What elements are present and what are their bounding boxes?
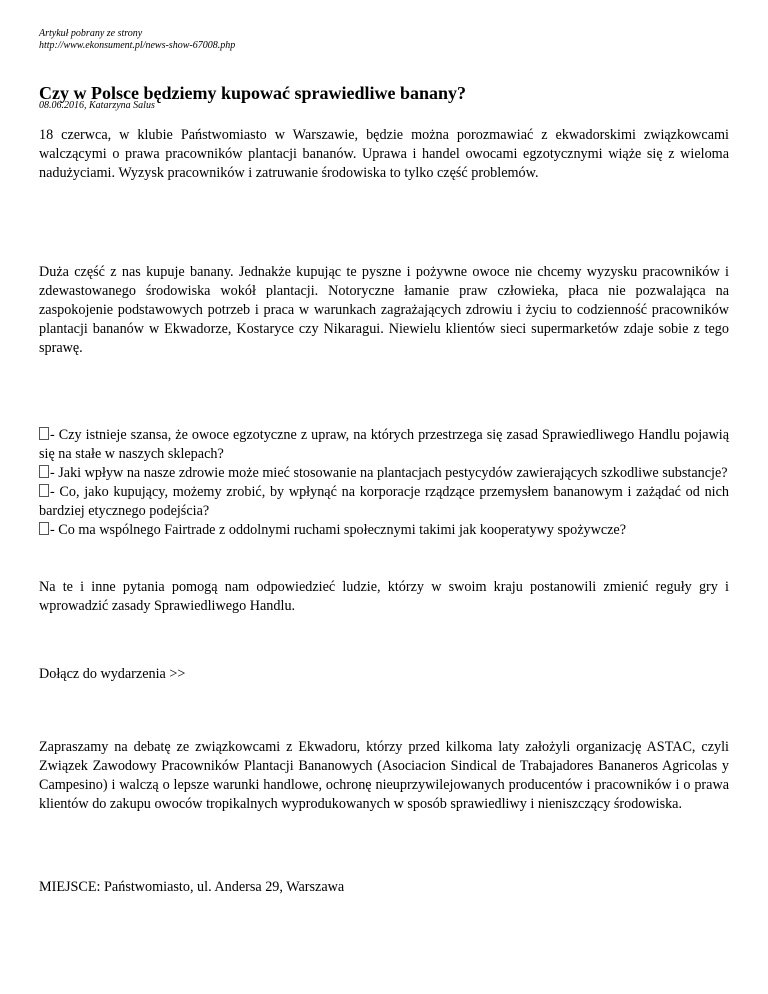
paragraph-invitation: Zapraszamy na debatę ze związkowcami z Ekwadoru, którzy przed kilkoma laty założyli organizację ASTAC, czyli Związek Zawodowy Pracowników Plantacji Bananowych (Asociacion Sindical de Trabajadores Bananeros Agricolas y Campesino) i walczą o lepsze warunki handlowe, ochronę nieuprzywilejowanych producentów i pracowników i o prawa klientów do zakupu owoców tropikalnych wyprodukowanych w sposób sprawiedliwy i nieniszczący środowiska.: [39, 739, 729, 812]
article-byline: 08.06.2016, Katarzyna Salus: [39, 100, 155, 111]
question-text: - Jaki wpływ na nasze zdrowie może mieć stosowanie na plantacjach pestycydów zawierających szkodliwe substancje?: [50, 465, 728, 481]
missing-glyph-icon: [39, 465, 49, 478]
source-url: http://www.ekonsument.pl/news-show-67008.php: [39, 40, 236, 51]
missing-glyph-icon: [39, 484, 49, 497]
list-item: [39, 483, 729, 521]
list-item: [39, 464, 729, 483]
paragraph-answers: Na te i inne pytania pomogą nam odpowiedzieć ludzie, którzy w swoim kraju postanowili zmienić reguły gry i wprowadzić zasady Sprawiedliwego Handlu.: [39, 579, 729, 614]
question-text: - Czy istnieje szansa, że owoce egzotyczne z upraw, na których przestrzega się zasad Sprawiedliwego Handlu pojawią się na stałe w naszych sklepach?: [39, 427, 729, 462]
source-note: [39, 28, 235, 52]
question-list: [39, 426, 729, 540]
list-item: [39, 521, 729, 540]
article-title: Czy w Polsce będziemy kupować sprawiedliwe banany?: [39, 83, 466, 103]
missing-glyph-icon: [39, 522, 49, 535]
missing-glyph-icon: [39, 427, 49, 440]
paragraph-intro: 18 czerwca, w klubie Państwomiasto w Warszawie, będzie można porozmawiać z ekwadorskimi związkowcami walczącymi o prawa pracowników plantacji bananów. Uprawa i handel owocami egzotycznymi wiąże się z wieloma nadużyciami. Wyzysk pracowników i zatruwanie środowiska to tylko część problemów.: [39, 127, 729, 181]
question-text: - Co ma wspólnego Fairtrade z oddolnymi ruchami społecznymi takimi jak kooperatywy spożywcze?: [50, 522, 627, 538]
join-event-link[interactable]: Dołącz do wydarzenia >>: [39, 666, 186, 682]
list-item: [39, 426, 729, 464]
event-place: MIEJSCE: Państwomiasto, ul. Andersa 29, Warszawa: [39, 879, 345, 895]
paragraph-problem: Duża część z nas kupuje banany. Jednakże kupując te pyszne i pożywne owoce nie chcemy wyzysku pracowników i zdewastowanego środowiska wokół plantacji. Notoryczne łamanie praw człowieka, płaca nie pozwalająca na zaspokojenie podstawowych potrzeb i praca w warunkach zagrażających zdrowiu i życiu to codzienność pracowników plantacji bananów w Ekwadorze, Kostaryce czy Nikaragui. Niewielu klientów sieci supermarketów zdaje sobie z tego sprawę.: [39, 264, 729, 356]
source-label: Artykuł pobrany ze strony: [39, 28, 143, 39]
question-text: - Co, jako kupujący, możemy zrobić, by wpłynąć na korporacje rządzące przemysłem bananowym i zażądać od nich bardziej etycznego podejścia?: [39, 484, 729, 519]
